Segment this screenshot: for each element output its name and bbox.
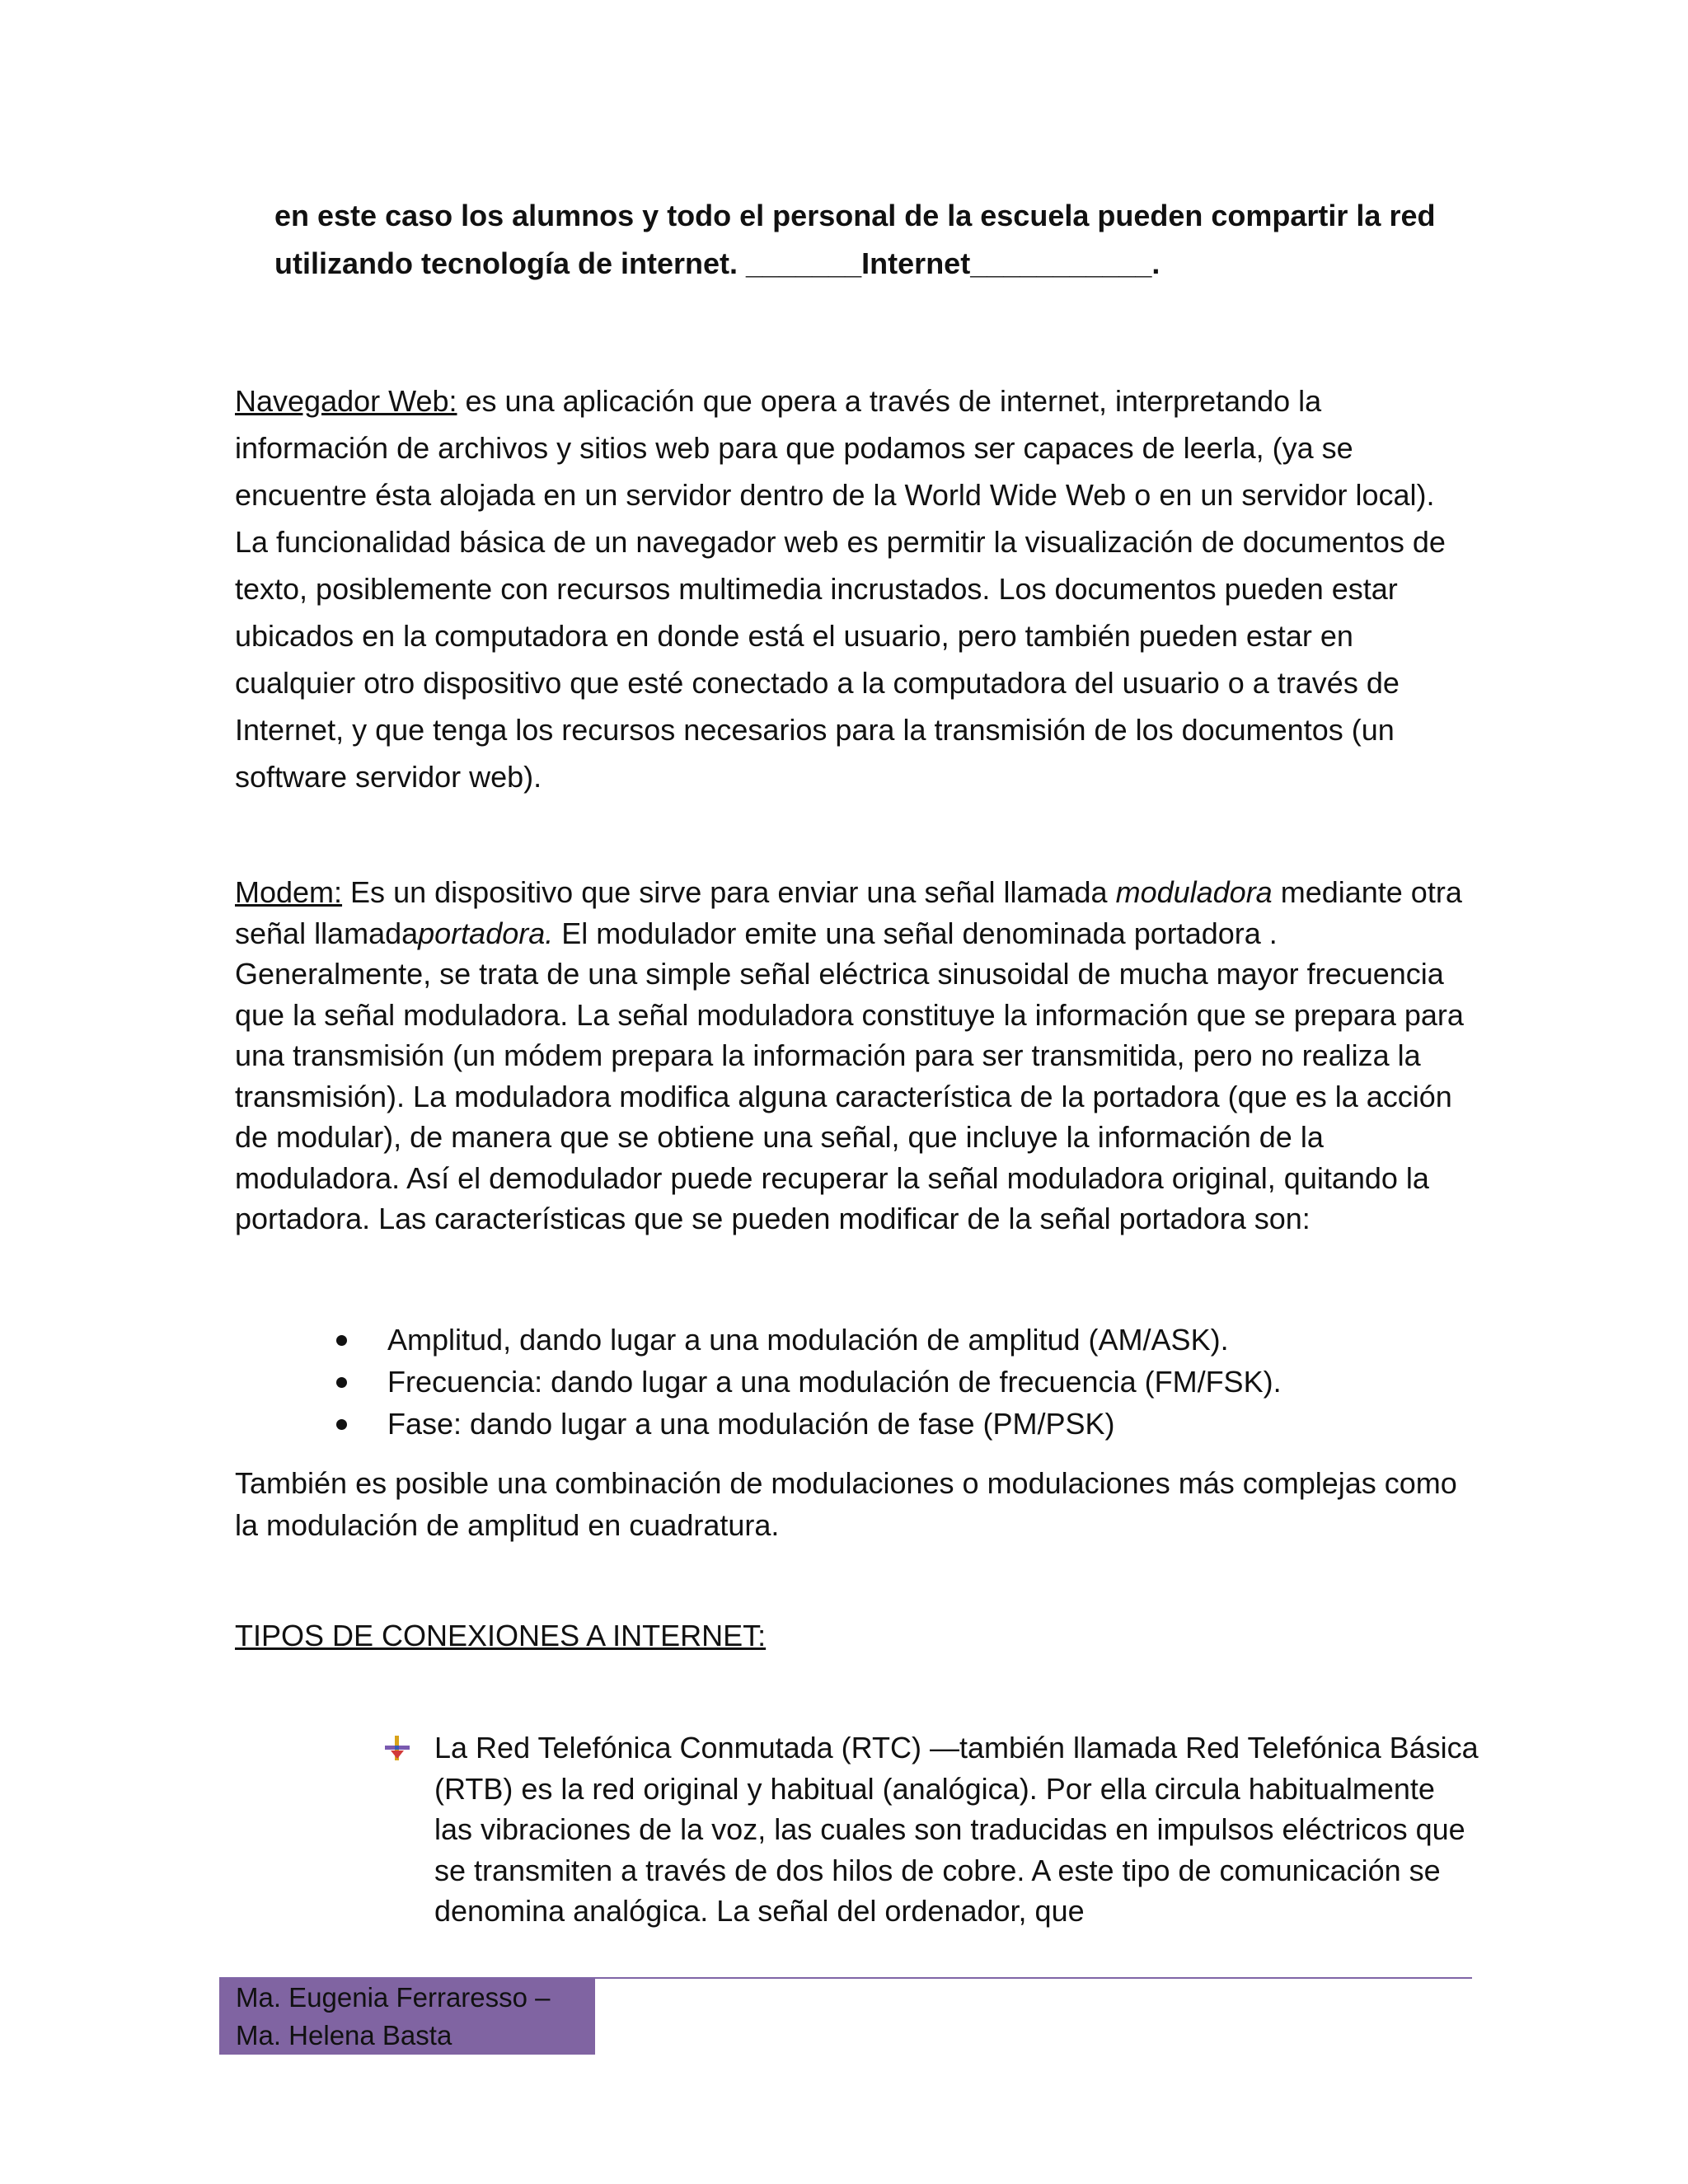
navegador-term: Navegador Web: [235,384,457,418]
tambien-paragraph: También es posible una combinación de modulaciones o modulaciones más complejas como la modulación de amplitud en cuadratura. [235,1466,1457,1542]
rtc-text: La Red Telefónica Conmutada (RTC) —también llamada Red Telefónica Básica (RTB) es la red original y habitual (analógica). Por ella circula habitualmente las vibraciones de la voz, las cuales son traducidas en impulsos eléctricos que se transmiten a través de dos hilos de cobre. A este tipo de comunicación se denomina analógica. La señal del ordenador, que [434,1731,1479,1928]
modem-italic-moduladora: moduladora [1115,875,1273,909]
modem-text-3: El modulador emite una señal denominada portadora . Generalmente, se trata de una simple señal eléctrica sinusoidal de mucha mayor frecuencia que la señal moduladora. La señal moduladora constituye la información que se prepara para una transmisión (un módem prepara la información para ser transmitida, pero no realiza la transmisión). La moduladora modifica alguna característica de la portadora (que es la acción de modular), de manera que se obtiene una señal, que incluye la información de la moduladora. Así el demodulador puede recuperar la señal moduladora original, quitando la portadora. Las características que se pueden modificar de la señal portadora son: [235,916,1464,1235]
footer-authors [236,1979,582,2055]
bullet-dot-icon [336,1419,347,1430]
list-item: Fase: dando lugar a una modulación de fase (PM/PSK) [330,1403,1484,1445]
bullet-dot-icon [336,1335,347,1346]
intro-paragraph [274,192,1478,288]
footer-author-1: Ma. Eugenia Ferraresso – [236,1982,551,2013]
intro-line-1: en este caso los alumnos y todo el personal de la escuela pueden compartir la red [274,199,1436,232]
navegador-web-paragraph [235,377,1471,800]
navegador-body: es una aplicación que opera a través de internet, interpretando la información de archivos y sitios web para que podamos ser capaces de leerla, (ya se encuentre ésta alojada en un servidor dentro de la World Wide Web o en un servidor local). La funcionalidad básica de un navegador web es permitir la visualización de documentos de texto, posiblemente con recursos multimedia incrustados. Los documentos pueden estar ubicados en la computadora en donde está el usuario, pero también pueden estar en cualquier otro dispositivo que esté conectado a la computadora del usuario o a través de Internet, y que tenga los recursos necesarios para la transmisión de los documentos (un software servidor web). [235,384,1446,794]
modem-paragraph [235,872,1471,1240]
intro-line-2: utilizando tecnología de internet. _______Internet___________. [274,246,1160,280]
list-item: Frecuencia: dando lugar a una modulación de frecuencia (FM/FSK). [330,1361,1484,1403]
modem-term: Modem: [235,875,343,909]
modem-text-2: mediante otra señal llamada [235,875,1462,950]
list-item: Amplitud, dando lugar a una modulación de amplitud (AM/ASK). [330,1319,1484,1361]
modem-italic-portadora: portadora. [418,916,554,950]
rtc-list-item [383,1727,1479,1932]
plus-arrow-bullet-icon [383,1734,411,1762]
modem-text-1: Es un dispositivo que sirve para enviar una señal llamada [342,875,1116,909]
tipos-heading: TIPOS DE CONEXIONES A INTERNET: [235,1619,767,1652]
modulation-bullet-list [330,1319,1484,1445]
footer-author-2: Ma. Helena Basta [236,2020,452,2050]
bullet-dot-icon [336,1377,347,1388]
